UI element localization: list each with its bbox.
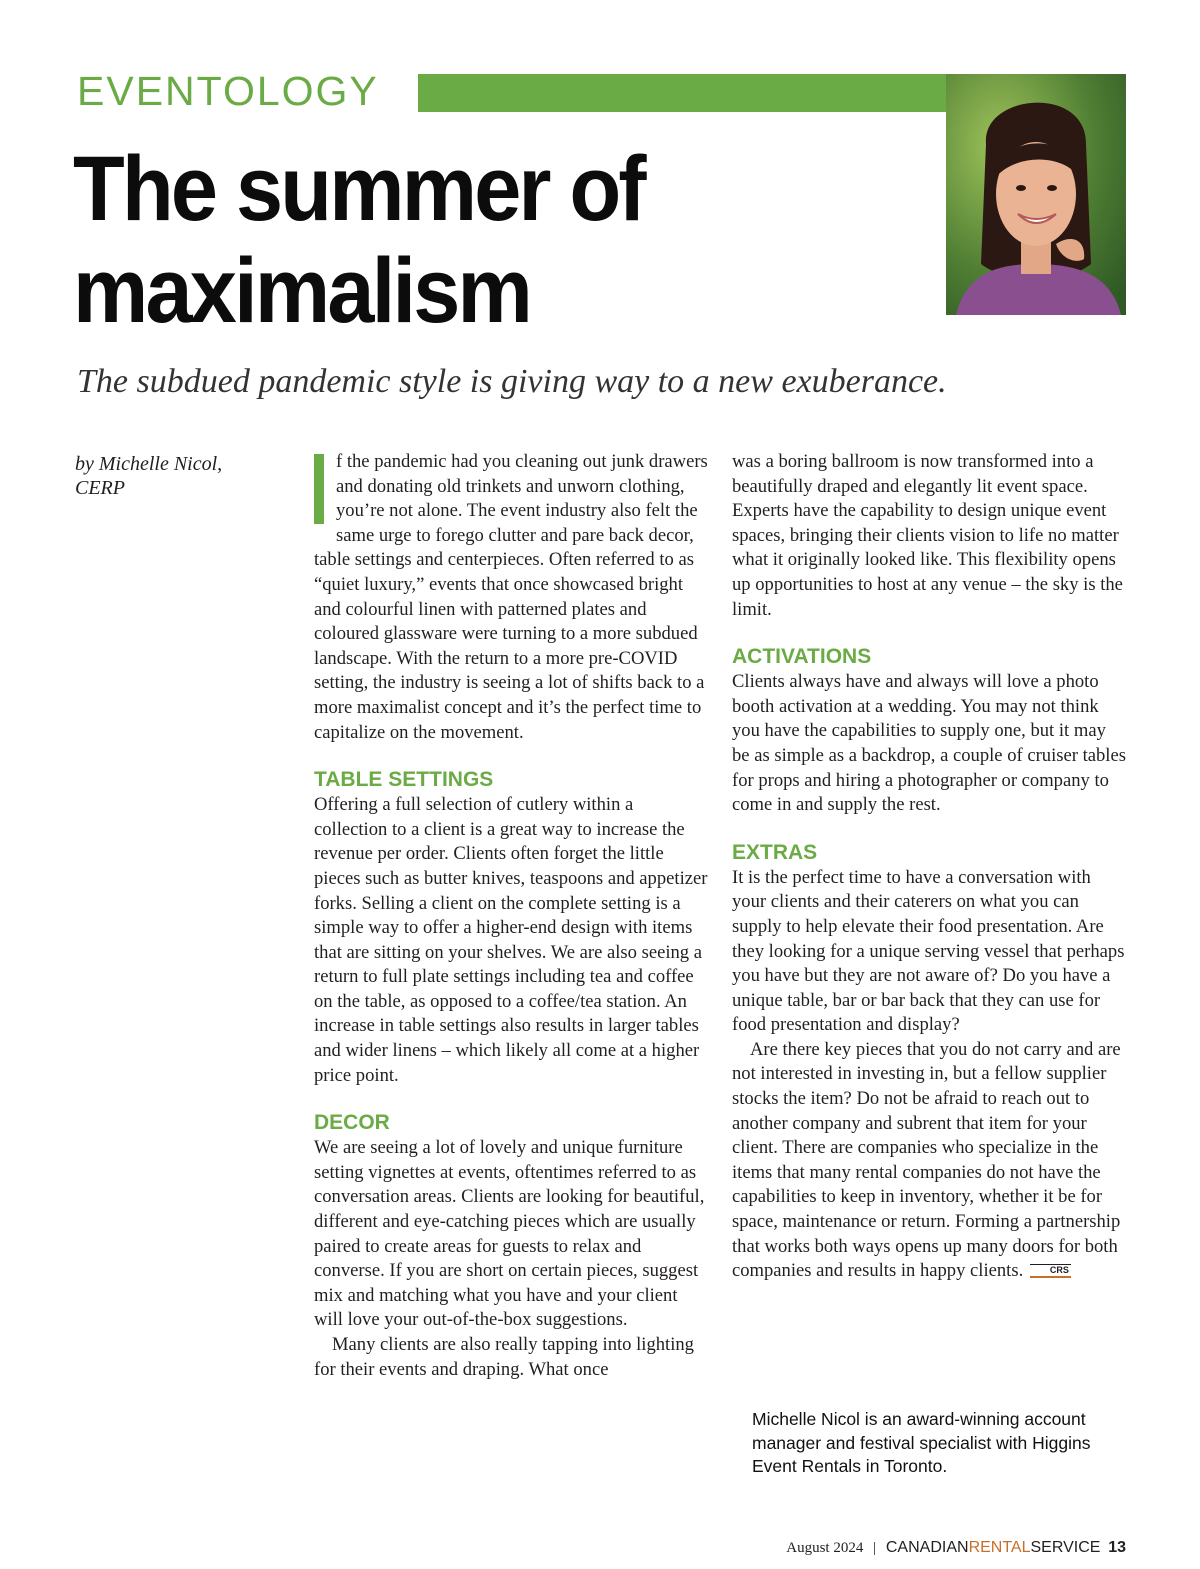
decor-paragraph-2: Many clients are also really tapping into lighting for their events and draping. What once: [314, 1334, 694, 1380]
extras-paragraph-2-text: Are there key pieces that you do not carry and are not interested in investing in, but a fellow supplier stocks the item? Do not be afraid to reach out to another company and subrent that item for your client. There are companies who specialize in the items that many rental companies do not have the capabilities to keep in inventory, whether it be for space, maintenance or return. Forming a partnership that works both ways opens up many doors for both companies and results in happy clients.: [732, 1038, 1121, 1282]
table-settings-paragraph: Offering a full selection of cutlery within a collection to a client is a great way to increase the revenue per order. Clients often forget the little pieces such as butter knives, teaspoons and appetizer forks. Selling a client on the complete setting is a simple way to offer a higher-end design with items that are sitting on your shelves. We are also seeing a return to full plate settings including tea and coffee on the table, as opposed to a coffee/tea station. An increase in table settings also results in larger tables and wider linens – which likely all come at a higher price point.: [314, 794, 708, 1086]
article-column-1: [314, 450, 710, 1382]
activations-paragraph: Clients always have and always will love a photo booth activation at a wedding. You may not think you have the capabilities to supply one, but it may be as simple as a backdrop, a couple of cruiser tables for props and hiring a photographer or company to come in and supply the rest.: [732, 671, 1126, 816]
article-column-2: [732, 450, 1128, 1284]
page-footer: [786, 1538, 1126, 1558]
decor-paragraph: We are seeing a lot of lovely and unique furniture setting vignettes at events, oftentimes referred to as conversation areas. Clients are looking for beautiful, different and eye-catching pieces which are usually paired to create areas for guests to relax and converse. If you are short on certain pieces, suggest mix and matching what you have and your client will love your out-of-the-box suggestions.: [314, 1137, 705, 1331]
extras-heading: EXTRAS: [732, 840, 818, 864]
byline-credential: CERP: [75, 477, 125, 499]
magazine-name-part-1: CANADIAN: [885, 1539, 969, 1556]
author-bio: Michelle Nicol is an award-winning account manager and festival specialist with Higgins Event Rentals in Toronto.: [752, 1409, 1091, 1476]
headline-line-1: The summer of: [73, 138, 644, 240]
magazine-name: [886, 1539, 1101, 1556]
article-subtitle: The subdued pandemic style is giving way to a new exuberance.: [77, 363, 947, 400]
headline-line-2: maximalism: [73, 240, 531, 342]
extras-paragraph: It is the perfect time to have a conversation with your clients and their caterers on what you can supply to help elevate their food presentation. Are they looking for a unique serving vessel that perhaps you have but they are not aware of? Do you have a unique table, bar or bar back that they can use for food presentation and display?: [732, 866, 1125, 1036]
magazine-name-part-3: SERVICE: [1030, 1539, 1101, 1556]
article-headline: [73, 138, 644, 342]
byline-author: by Michelle Nicol,: [75, 453, 223, 475]
section-label: EVENTOLOGY: [77, 68, 379, 114]
footer-separator: |: [873, 1540, 877, 1556]
author-portrait-photo: [946, 74, 1126, 315]
drop-cap-bar: [314, 454, 324, 524]
decor-heading: DECOR: [314, 1111, 390, 1135]
activations-heading: ACTIVATIONS: [732, 645, 872, 669]
crs-end-mark-icon: CRS: [1030, 1264, 1071, 1278]
extras-paragraph-2: [732, 1038, 1128, 1284]
magazine-name-part-2: RENTAL: [968, 1539, 1031, 1556]
section-accent-bar: [418, 74, 948, 112]
byline: [75, 452, 295, 500]
intro-paragraph: f the pandemic had you cleaning out junk drawers and donating old trinkets and unworn clothing, you’re not alone. The event industry also felt the same urge to forego clutter and pare back decor, table settings and centerpieces. Often referred to as “quiet luxury,” events that once showcased bright and colourful linen with patterned plates and coloured glassware were turning to a more subdued landscape. With the return to a more pre-COVID setting, the industry is seeing a lot of shifts back to a more maximalist concept and it’s the perfect time to capitalize on the movement.: [314, 451, 708, 743]
decor-continued-paragraph: was a boring ballroom is now transformed into a beautifully draped and elegantly lit event space. Experts have the capability to design unique event spaces, bringing their clients vision to life no matter what it originally looked like. This flexibility opens up opportunities to host at any venue – the sky is the limit.: [732, 451, 1123, 620]
page-number: 13: [1108, 1539, 1126, 1556]
issue-date: August 2024: [786, 1540, 864, 1556]
table-settings-heading: TABLE SETTINGS: [314, 768, 494, 792]
